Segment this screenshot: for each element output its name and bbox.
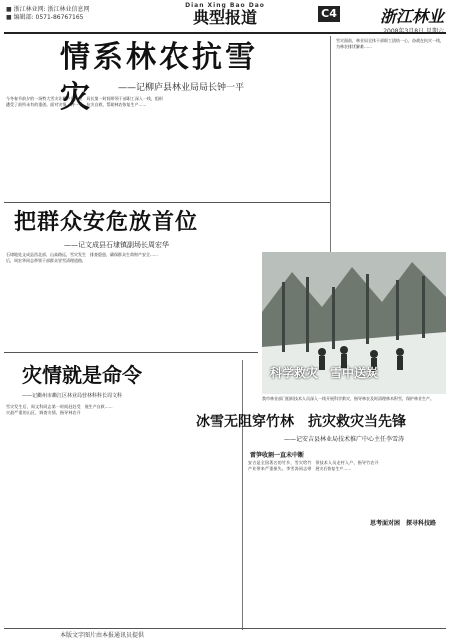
lower-column-divider bbox=[242, 360, 243, 630]
masthead-left-info bbox=[6, 6, 126, 22]
article3-subhead: ——记衢州市衢江区林业局营林科科长周文科 bbox=[22, 393, 123, 399]
right-top-body: 雪灾面前，林业局全体干部职工团结一心，奋战在抗灾一线，为林农排忧解难…… bbox=[336, 38, 444, 49]
forest-snow-photo bbox=[262, 252, 446, 394]
section-banner bbox=[140, 2, 310, 26]
section-pinyin: Dian Xing Bao Dao bbox=[185, 2, 265, 9]
page-code-badge bbox=[318, 6, 340, 22]
article3-body: 雪灾发生后，周文科同志第一时间赶赴受灾最严重的山区，调查灾情，指导林农开展生产自救…… bbox=[6, 404, 113, 415]
article1-headline: 情系林农抗雪灾 bbox=[60, 40, 258, 115]
masthead-info-line-1: ■ 浙江林业网: 浙江林业信息网 bbox=[6, 6, 90, 13]
article1-subhead: ——记柳庐县林业局局长钟一平 bbox=[118, 83, 245, 93]
footer-note: 本版文字图片由本报通讯员提供 bbox=[60, 632, 145, 639]
article4-subsection-1: 雷笋收割一直未中断 bbox=[250, 452, 305, 459]
article2-subhead: ——记文成县石埭镇副场长周宏华 bbox=[64, 241, 169, 249]
article3-headline: 灾情就是命令 bbox=[22, 363, 142, 387]
article2-bottom-rule bbox=[4, 352, 258, 353]
masthead-info-line-2: ■ 编辑部: 0571-86767165 bbox=[6, 14, 84, 21]
photo-caption-title: 科学救灾 雪中送炭 bbox=[270, 366, 379, 380]
article2-headline: 把群众安危放首位 bbox=[14, 209, 199, 235]
masthead-rule bbox=[4, 32, 446, 34]
article2-body: 石埭地处文成县西北部，山高路远，雪灾发生后，周宏华同志带领干部群众冒雪清理道路，排查隐患，确保群众生命财产安全…… bbox=[6, 252, 158, 263]
section-title: 典型报道 bbox=[192, 8, 257, 27]
article4-body: 安吉是全国著名的竹乡，雪灾给竹产业带来严重损失。李雪涛同志带领技术人员走村入户，指导竹农开展灾后恢复生产…… bbox=[248, 460, 379, 471]
article1-body: 今冬春节前夕的一场特大雪灾让柳庐县林业遭受了前所未有的重创。面对灾情，钟一平局长第一时间带领干部职工深入一线，组织抗灾自救，帮助林农恢复生产…… bbox=[6, 96, 163, 107]
page-code: C4 bbox=[321, 7, 337, 20]
article4-subsection-2: 思考面对困 探寻科技路 bbox=[370, 520, 437, 527]
photo-caption: 我市林业部门组织技术人员深入一线开展科学救灾，指导林农及时清理林木积雪，保护林业生产。 bbox=[262, 396, 434, 401]
article4-headline: 冰雪无阻穿竹林 抗灾救灾当先锋 bbox=[196, 414, 406, 430]
paper-name: 浙江林业 bbox=[379, 7, 444, 26]
footer-rule bbox=[4, 628, 446, 629]
article1-bottom-rule bbox=[4, 202, 330, 203]
article4-subhead: ——记安吉县林业局技术推广中心主任李雪涛 bbox=[283, 436, 404, 443]
